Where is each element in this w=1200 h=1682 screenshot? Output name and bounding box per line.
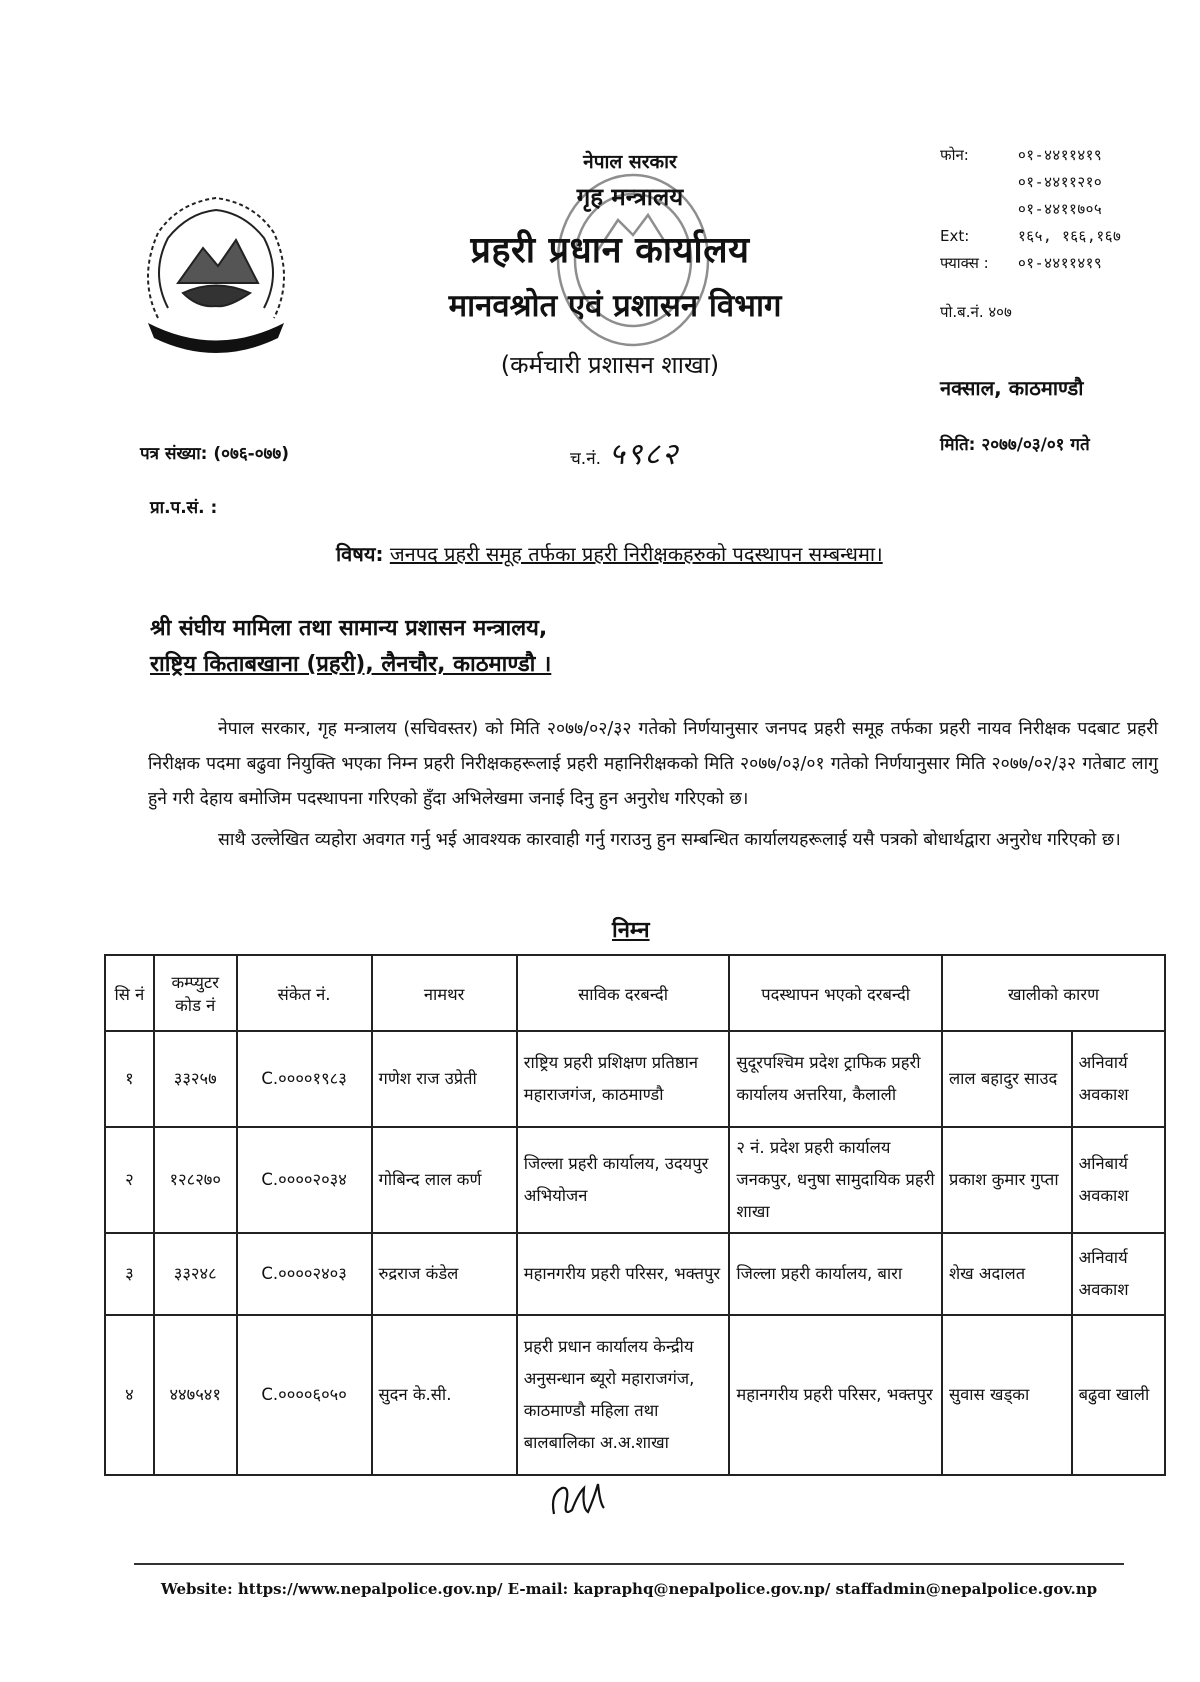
contact-block — [940, 142, 1160, 326]
cell-reason: अनिबार्य अवकाश — [1072, 1127, 1165, 1233]
ministry-heading: गृह मन्त्रालय — [576, 183, 684, 211]
table-header-row — [105, 955, 1165, 1031]
cell-new-post: २ नं. प्रदेश प्रहरी कार्यालय जनकपुर, धनुषा सामुदायिक प्रहरी शाखा — [729, 1127, 942, 1233]
cell-vacant-by: सुवास खड्का — [942, 1315, 1072, 1475]
dispatch-number — [570, 432, 679, 473]
phone-3: ०१-४४११७०५ — [1018, 200, 1103, 218]
body-paragraph-2: साथै उल्लेखित व्यहोरा अवगत गर्नु भई आवश्यक कारवाही गर्नु गराउनु हुन सम्बन्धित कार्यालयहरूलाई यसै पत्रको बोधार्थद्वारा अनुरोध गरिएको छ। — [218, 830, 1121, 850]
table-row — [105, 1127, 1165, 1233]
phone-2: ०१-४४११२१० — [1018, 173, 1103, 191]
subject-line — [336, 540, 883, 567]
cell-reason: अनिवार्य अवकाश — [1072, 1233, 1165, 1315]
cell-prev-post: जिल्ला प्रहरी कार्यालय, उदयपुर अभियोजन — [517, 1127, 730, 1233]
cell-sanket: C.००००२०३४ — [237, 1127, 372, 1233]
header-sanket: संकेत नं. — [237, 955, 372, 1031]
header-code: कम्प्युटर कोड नं — [154, 955, 237, 1031]
header-new-post: पदस्थापन भएको दरबन्दी — [729, 955, 942, 1031]
cell-sn: १ — [105, 1031, 154, 1127]
recipient-line-1: श्री संघीय मामिला तथा सामान्य प्रशासन मन्त्रालय, — [150, 616, 548, 641]
footer-contact: Website: https://www.nepalpolice.gov.np/ E-mail: kapraphq@nepalpolice.gov.np/ staffadmin@nepalpolice.gov.np — [160, 1580, 1098, 1598]
cell-vacant-by: लाल बहादुर साउद — [942, 1031, 1072, 1127]
cell-sanket: C.००००६०५० — [237, 1315, 372, 1475]
pobox: पो.ब.नं. ४०७ — [940, 303, 1012, 321]
branch-heading: (कर्मचारी प्रशासन शाखा) — [500, 351, 720, 379]
subject-text: जनपद प्रहरी समूह तर्फका प्रहरी निरीक्षकहरुको पदस्थापन सम्बन्धमा। — [389, 542, 883, 566]
cell-sanket: C.००००१९८३ — [237, 1031, 372, 1127]
cell-vacant-by: शेख अदालत — [942, 1233, 1072, 1315]
cell-vacant-by: प्रकाश कुमार गुप्ता — [942, 1127, 1072, 1233]
cell-code: ३३२४८ — [154, 1233, 237, 1315]
cell-sn: २ — [105, 1127, 154, 1233]
header-name: नामथर — [372, 955, 517, 1031]
cell-name: रुद्रराज कंडेल — [372, 1233, 517, 1315]
signature-icon — [548, 1474, 608, 1524]
praps-line: प्रा.प.सं. : — [150, 498, 218, 518]
cell-new-post: जिल्ला प्रहरी कार्यालय, बारा — [729, 1233, 942, 1315]
body-paragraph-1: नेपाल सरकार, गृह मन्त्रालय (सचिवस्तर) को मिति २०७७/०२/३२ गतेको निर्णयानुसार जनपद प्रहरी समूह तर्फका प्रहरी नायव निरीक्षक पदबाट प्रहरी निरीक्षक पदमा बढुवा नियुक्ति भएका निम्न प्रहरी निरीक्षकहरूलाई प्रहरी महानिरीक्षकको मिति २०७७/०३/०१ गतेको निर्णयानुसार मिति २०७७/०२/३२ गतेबाट लागु हुने गरी देहाय बमोजिम पदस्थापना गरिएको हुँदा अभिलेखमा जनाई दिनु हुन अनुरोध गरिएको छ। — [148, 719, 1158, 809]
cell-sn: ४ — [105, 1315, 154, 1475]
dispatch-value: ५९८२ — [609, 437, 680, 472]
fax-value: ०१-४४११४१९ — [1018, 254, 1103, 272]
cell-sn: ३ — [105, 1233, 154, 1315]
cell-name: सुदन के.सी. — [372, 1315, 517, 1475]
cell-name: गणेश राज उप्रेती — [372, 1031, 517, 1127]
letter-date: मिति: २०७७/०३/०१ गते — [940, 435, 1090, 455]
header-sn: सि नं — [105, 955, 154, 1031]
cell-code: ३३२५७ — [154, 1031, 237, 1127]
header-reason: खालीको कारण — [942, 955, 1165, 1031]
footer-divider — [134, 1563, 1124, 1565]
table-title: निम्न — [612, 918, 650, 943]
office-heading: प्रहरी प्रधान कार्यालय — [470, 230, 750, 271]
office-address: नक्साल, काठमाण्डौ — [940, 376, 1084, 400]
recipient-line-2: राष्ट्रिय किताबखाना (प्रहरी), लैनचौर, काठमाण्डौ । — [150, 652, 552, 677]
phone-1: ०१-४४११४१९ — [1018, 146, 1103, 164]
cell-prev-post: महानगरीय प्रहरी परिसर, भक्तपुर — [517, 1233, 730, 1315]
letter-body — [148, 712, 1158, 858]
phone-label: फोन: — [940, 146, 969, 164]
cell-code: १२८२७० — [154, 1127, 237, 1233]
cell-prev-post: प्रहरी प्रधान कार्यालय केन्द्रीय अनुसन्धान ब्यूरो महाराजगंज, काठमाण्डौ महिला तथा बालबालिका अ.अ.शाखा — [517, 1315, 730, 1475]
department-heading: मानवश्रोत एवं प्रशासन विभाग — [448, 288, 782, 324]
subject-label: विषय: — [336, 542, 384, 566]
cell-prev-post: राष्ट्रिय प्रहरी प्रशिक्षण प्रतिष्ठान महाराजगंज, काठमाण्डौ — [517, 1031, 730, 1127]
gov-heading: नेपाल सरकार — [583, 151, 677, 173]
ext-value: १६५, १६६,१६७ — [1018, 227, 1122, 245]
cell-new-post: महानगरीय प्रहरी परिसर, भक्तपुर — [729, 1315, 942, 1475]
cell-code: ४४७५४१ — [154, 1315, 237, 1475]
nepal-emblem-icon — [128, 188, 304, 354]
letter-number: पत्र संख्या: (०७६-०७७) — [140, 444, 290, 464]
cell-new-post: सुदूरपश्चिम प्रदेश ट्राफिक प्रहरी कार्यालय अत्तरिया, कैलाली — [729, 1031, 942, 1127]
cell-reason: बढुवा खाली — [1072, 1315, 1165, 1475]
cell-name: गोबिन्द लाल कर्ण — [372, 1127, 517, 1233]
header-prev-post: साविक दरबन्दी — [517, 955, 730, 1031]
posting-table — [104, 954, 1166, 1476]
ext-label: Ext: — [940, 227, 970, 245]
table-row — [105, 1031, 1165, 1127]
table-row — [105, 1315, 1165, 1475]
dispatch-label: च.नं. — [570, 449, 602, 469]
cell-reason: अनिवार्य अवकाश — [1072, 1031, 1165, 1127]
fax-label: फ्याक्स : — [940, 254, 989, 272]
table-row — [105, 1233, 1165, 1315]
cell-sanket: C.००००२४०३ — [237, 1233, 372, 1315]
